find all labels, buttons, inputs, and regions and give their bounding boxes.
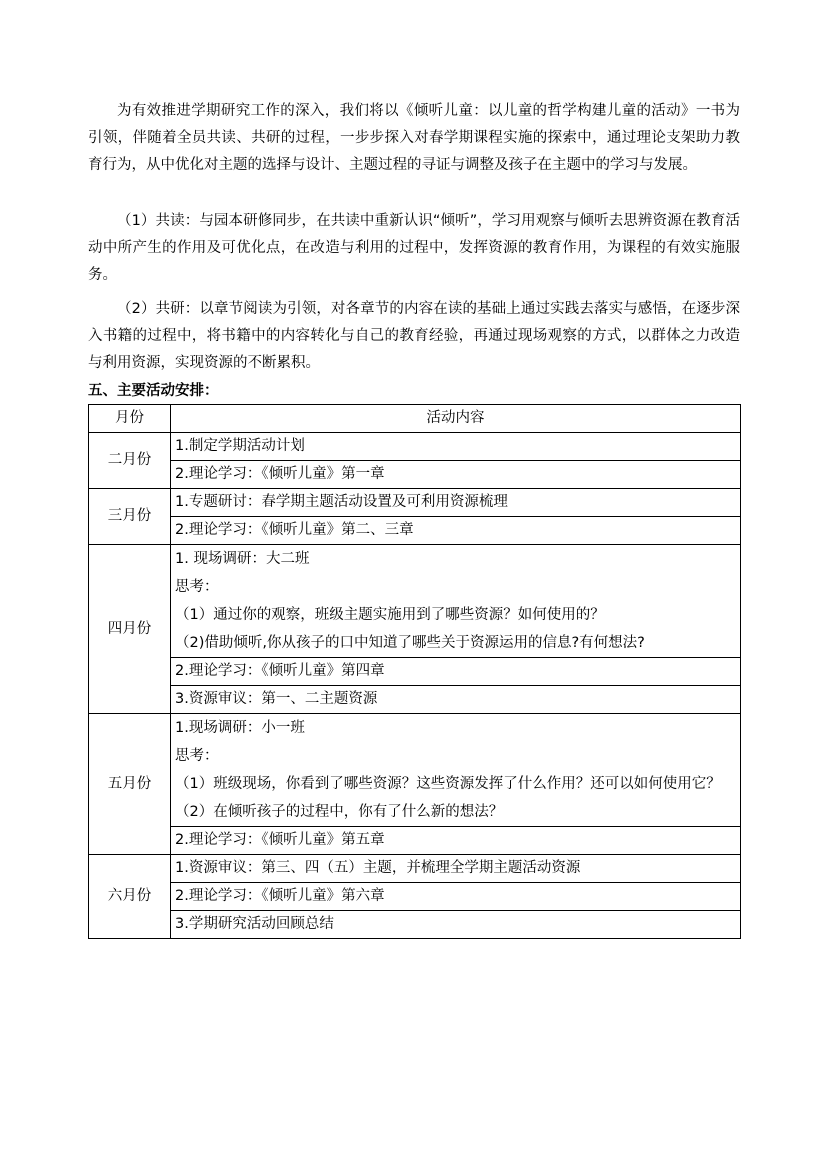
table-row <box>89 827 741 855</box>
activity-schedule-table <box>88 404 741 939</box>
table-row <box>89 714 741 827</box>
month-cell-feb: 二月份 <box>89 433 171 489</box>
month-cell-jun: 六月份 <box>89 855 171 939</box>
month-cell-may: 五月份 <box>89 714 171 855</box>
intro-paragraph: 为有效推进学期研究工作的深入，我们将以《倾听儿童：以儿童的哲学构建儿童的活动》一书为引领，伴随着全员共读、共研的过程，一步步探入对春学期课程实施的探索中，通过理论支架助力教育行为，从中优化对主题的选择与设计、主题过程的寻证与调整及孩子在主题中的学习与发展。 <box>88 103 740 173</box>
header-content: 活动内容 <box>171 405 741 433</box>
activity-line: （2)借助倾听,你从孩子的口中知道了哪些关于资源运用的信息?有何想法? <box>175 635 645 651</box>
table-row <box>89 686 741 714</box>
table-row <box>89 489 741 517</box>
activity-line: 思考： <box>175 748 219 764</box>
table-row <box>89 911 741 939</box>
activity-line: （2）在倾听孩子的过程中，你有了什么新的想法？ <box>175 804 504 820</box>
activity-item: 2.理论学习：《倾听儿童》第六章 <box>171 883 741 911</box>
month-cell-mar: 三月份 <box>89 489 171 545</box>
activity-line: （1）通过你的观察，班级主题实施用到了哪些资源？如何使用的？ <box>175 607 605 623</box>
activity-item: 2.理论学习：《倾听儿童》第二、三章 <box>171 517 741 545</box>
activity-item: 2.理论学习：《倾听儿童》第五章 <box>171 827 741 855</box>
co-research-paragraph: （2）共研：以章节阅读为引领，对各章节的内容在读的基础上通过实践去落实与感悟，在逐步深入书籍的过程中，将书籍中的内容转化与自己的教育经验，再通过现场观察的方式，以群体之力改造与利用资源，实现资源的不断累积。 <box>88 301 740 371</box>
co-reading-paragraph: （1）共读：与园本研修同步，在共读中重新认识“倾听”，学习用观察与倾听去思辨资源在教育活动中所产生的作用及可优化点，在改造与利用的过程中，发挥资源的教育作用，为课程的有效实施服务。 <box>88 213 740 283</box>
activity-item: 3.资源审议：第一、二主题资源 <box>171 686 741 714</box>
table-row <box>89 433 741 461</box>
activity-line: （1）班级现场，你看到了哪些资源？这些资源发挥了什么作用？还可以如何使用它？ <box>175 776 721 792</box>
activity-item: 1.制定学期活动计划 <box>171 433 741 461</box>
activity-item: 2.理论学习：《倾听儿童》第四章 <box>171 658 741 686</box>
activity-item-multiline <box>171 545 741 658</box>
activity-item: 2.理论学习：《倾听儿童》第一章 <box>171 461 741 489</box>
month-cell-apr: 四月份 <box>89 545 171 714</box>
activity-line: 1.现场调研：小一班 <box>175 720 305 736</box>
activity-line: 1. 现场调研：大二班 <box>175 551 310 567</box>
table-row <box>89 517 741 545</box>
activity-item-multiline <box>171 714 741 827</box>
table-header-row <box>89 405 741 433</box>
activity-item: 1.专题研讨：春学期主题活动设置及可利用资源梳理 <box>171 489 741 517</box>
activity-line: 思考： <box>175 579 219 595</box>
table-row <box>89 658 741 686</box>
section-heading: 五、主要活动安排： <box>88 383 219 399</box>
activity-item: 1.资源审议：第三、四（五）主题，并梳理全学期主题活动资源 <box>171 855 741 883</box>
table-row <box>89 545 741 658</box>
table-row <box>89 461 741 489</box>
table-row <box>89 855 741 883</box>
activity-item: 3.学期研究活动回顾总结 <box>171 911 741 939</box>
header-month: 月份 <box>89 405 171 433</box>
table-row <box>89 883 741 911</box>
